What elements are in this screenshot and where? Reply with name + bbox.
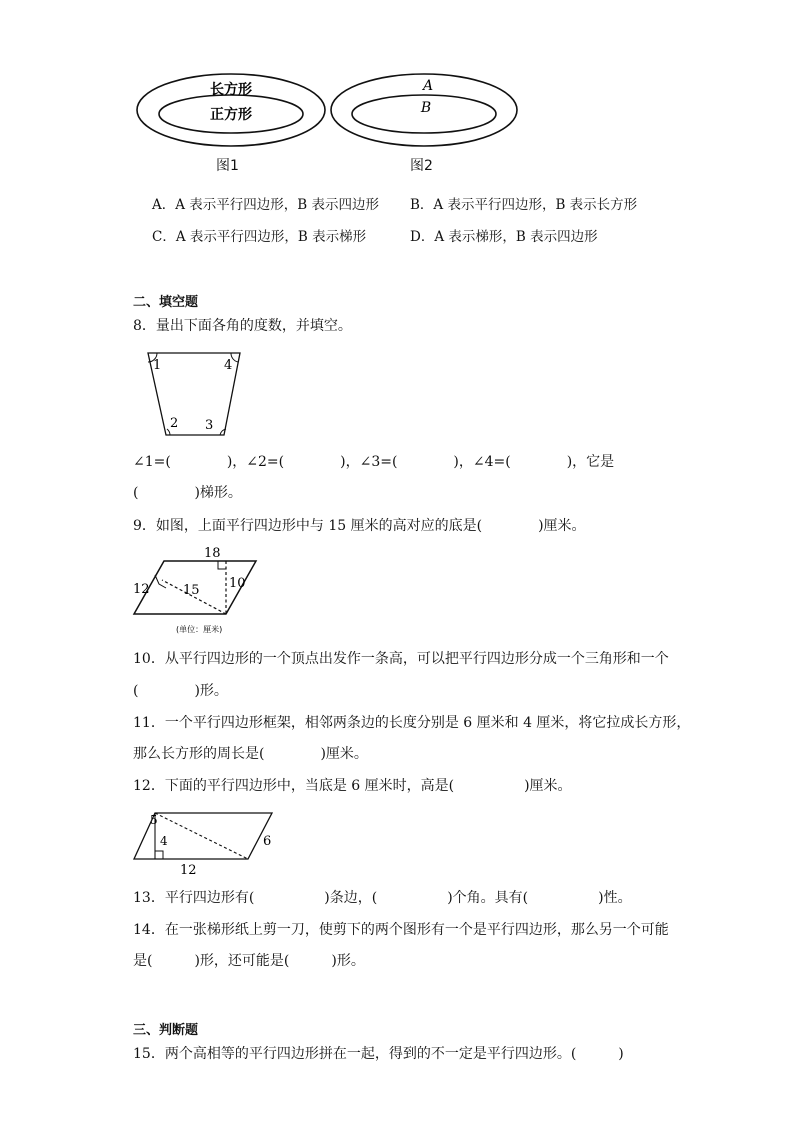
q12-text[interactable]: 12．下面的平行四边形中，当底是 6 厘米时，高是( )厘米。	[133, 778, 572, 794]
q8-text: 8．量出下面各角的度数，并填空。	[133, 318, 352, 334]
figure-2	[331, 74, 517, 146]
q8-angle-label-1: 1	[153, 358, 162, 373]
q8-trapezoid-figure	[140, 345, 250, 440]
option-b[interactable]: B．A 表示平行四边形，B 表示长方形	[410, 197, 638, 213]
q8-fill-line-1[interactable]: ∠1=( )，∠2=( )，∠3=( )，∠4=( )，它是	[133, 454, 615, 470]
q9-unit-note: (单位：厘米)	[176, 625, 223, 634]
section-title-fill-blank: 二、填空题	[133, 295, 199, 310]
section-title-true-false: 三、判断题	[133, 1023, 199, 1038]
q8-angle-label-3: 3	[205, 418, 214, 433]
q10-line-2[interactable]: ( )形。	[133, 683, 228, 699]
q8-fill-line-2[interactable]: ( )梯形。	[133, 485, 242, 501]
q12-parallelogram-figure	[130, 805, 280, 877]
q9-label-right: 10	[229, 576, 246, 591]
option-a[interactable]: A．A 表示平行四边形，B 表示四边形	[152, 197, 380, 213]
q9-label-left: 12	[133, 582, 150, 597]
q9-text[interactable]: 9．如图，上面平行四边形中与 15 厘米的高对应的底是( )厘米。	[133, 518, 586, 534]
option-c[interactable]: C．A 表示平行四边形，B 表示梯形	[152, 229, 367, 245]
q12-label-right: 6	[263, 834, 272, 849]
q9-parallelogram-figure	[130, 543, 270, 638]
q12-label-top: 5	[150, 813, 158, 827]
q8-angle-label-4: 4	[224, 358, 233, 373]
q9-label-diagonal: 15	[183, 583, 200, 598]
q10-line-1: 10．从平行四边形的一个顶点出发作一条高，可以把平行四边形分成一个三角形和一个	[133, 651, 669, 667]
q8-angle-label-2: 2	[170, 416, 179, 431]
q12-label-height: 4	[160, 834, 168, 848]
fig1-inner-label: 正方形	[210, 107, 252, 123]
q13-text[interactable]: 13．平行四边形有( )条边，( )个角。具有( )性。	[133, 890, 632, 906]
q11-line-1: 11．一个平行四边形框架，相邻两条边的长度分别是 6 厘米和 4 厘米，将它拉成长方形，	[133, 715, 691, 731]
q14-line-1: 14．在一张梯形纸上剪一刀，使剪下的两个图形有一个是平行四边形，那么另一个可能	[133, 922, 669, 938]
figure-ellipses	[0, 0, 794, 190]
option-d[interactable]: D．A 表示梯形，B 表示四边形	[410, 229, 598, 245]
fig1-caption: 图1	[216, 158, 239, 174]
fig2-caption: 图2	[410, 158, 433, 174]
q15-text[interactable]: 15．两个高相等的平行四边形拼在一起，得到的不一定是平行四边形。( )	[133, 1046, 624, 1062]
fig2-inner-label: B	[420, 100, 432, 116]
q14-line-2[interactable]: 是( )形，还可能是( )形。	[133, 953, 365, 969]
fig1-outer-label: 长方形	[210, 82, 252, 98]
figure-1	[137, 74, 325, 146]
q9-label-top: 18	[204, 546, 221, 561]
q11-line-2[interactable]: 那么长方形的周长是( )厘米。	[133, 746, 368, 762]
q12-label-bottom: 12	[180, 863, 197, 877]
fig2-outer-label: A	[422, 78, 434, 94]
